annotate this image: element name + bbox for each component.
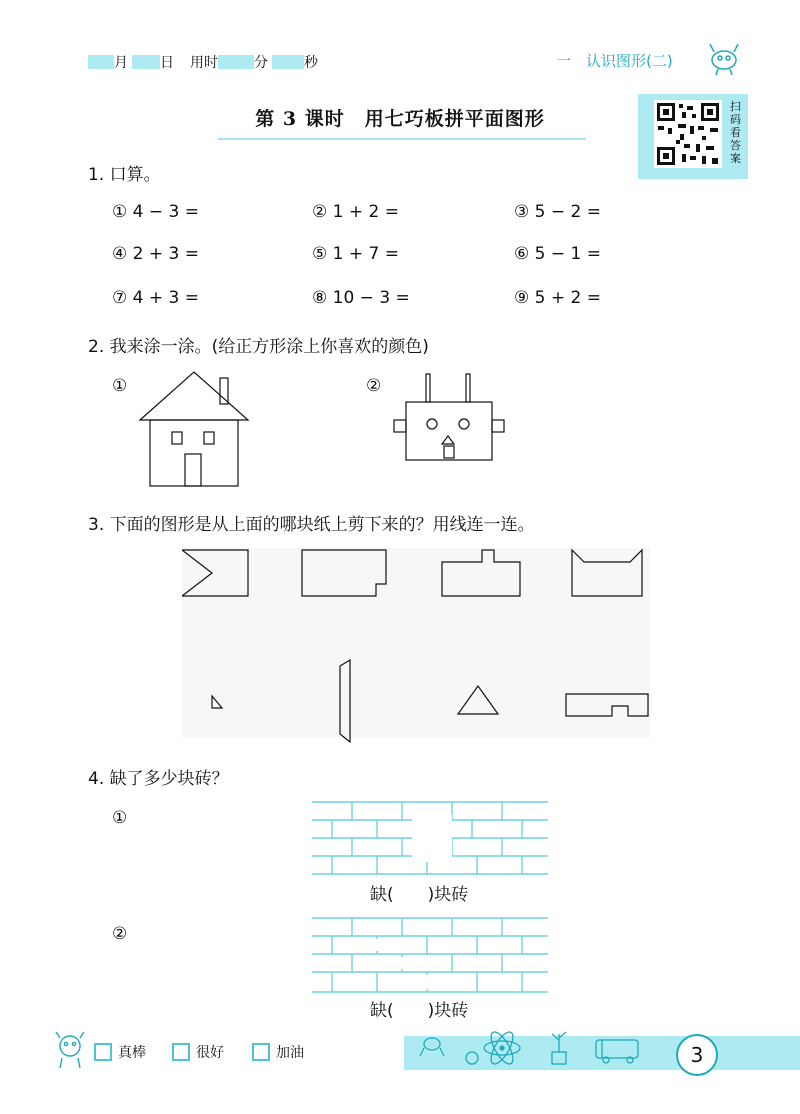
missing-brick-hole <box>386 957 444 969</box>
rating-good-label: 很好 <box>196 1045 224 1061</box>
robot-ear-square <box>492 420 504 432</box>
minutes-label: 分 <box>254 55 268 71</box>
robot-nose-triangle <box>442 436 454 444</box>
notched-strip-piece <box>566 694 648 716</box>
bus-icon <box>596 1040 638 1063</box>
house-wall-square <box>150 420 238 486</box>
q1-item: ⑧ 10 − 3 = <box>312 288 410 308</box>
robot-figure <box>392 370 508 466</box>
q1-item: ② 1 + 2 = <box>312 202 399 222</box>
triangle-piece <box>458 686 498 714</box>
robot-antenna <box>466 374 470 402</box>
q4-answer-2[interactable]: 缺( )块砖 <box>370 1001 469 1021</box>
page-number: 3 <box>676 1034 718 1076</box>
rating-good-checkbox[interactable] <box>172 1043 190 1061</box>
q1-item: ⑦ 4 + 3 = <box>112 288 199 308</box>
atom-icon <box>484 1029 520 1067</box>
title-underline <box>218 138 586 140</box>
house-figure <box>138 368 252 488</box>
q1-item: ④ 2 + 3 = <box>112 244 199 264</box>
q1-item: ⑨ 5 + 2 = <box>514 288 601 308</box>
paper-tab-rectangle <box>442 550 520 596</box>
rating-great[interactable] <box>94 1042 146 1062</box>
q2-label-1: ① <box>112 376 128 396</box>
rating-keep-going[interactable] <box>252 1042 304 1062</box>
plant-icon <box>552 1032 566 1064</box>
thin-trapezoid-piece <box>340 660 350 742</box>
q1-item: ⑥ 5 − 1 = <box>514 244 601 264</box>
missing-brick-hole <box>450 939 474 951</box>
missing-brick-hole <box>412 814 452 862</box>
paper-notched-rectangle <box>182 550 248 596</box>
q2-heading: 2. 我来涂一涂。(给正方形涂上你喜欢的颜色) <box>88 337 429 357</box>
q1-item: ③ 5 − 2 = <box>514 202 601 222</box>
rating-keep-going-label: 加油 <box>276 1045 304 1061</box>
rating-great-label: 真棒 <box>118 1045 146 1061</box>
qr-caption: 扫码看答案 <box>730 100 741 165</box>
day-label: 日 <box>160 55 174 71</box>
house-window-square <box>172 432 182 444</box>
robot-eye-circle <box>459 419 469 429</box>
house-window-square <box>204 432 214 444</box>
mascot-icon <box>52 1030 88 1070</box>
paper-cut-corners-rectangle <box>572 550 642 596</box>
q3-shapes <box>182 548 650 748</box>
house-door-rectangle <box>185 454 201 486</box>
house-roof-triangle <box>140 372 248 420</box>
robot-eye-circle <box>427 419 437 429</box>
q4-heading: 4. 缺了多少块砖？ <box>88 769 229 789</box>
missing-brick-hole <box>358 939 382 951</box>
rocket-icon <box>420 1038 444 1056</box>
q3-heading: 3. 下面的图形是从上面的哪块纸上剪下来的？用线连一连。 <box>88 515 535 535</box>
chapter-title: 一 认识图形(二) <box>556 52 673 70</box>
robot-antenna <box>426 374 430 402</box>
time-used-label: 用时 <box>190 55 218 71</box>
mascot-icon <box>704 40 744 76</box>
brick-wall-1 <box>312 800 548 876</box>
robot-mouth-square <box>444 446 454 458</box>
rating-keep-going-checkbox[interactable] <box>252 1043 270 1061</box>
paper-cut-corner-rectangle <box>302 550 386 596</box>
robot-ear-square <box>394 420 406 432</box>
footer-decorations <box>416 1026 666 1070</box>
page-title: 第 3 课时 用七巧板拼平面图形 <box>255 108 545 130</box>
small-triangle-piece <box>212 696 222 708</box>
rating-great-checkbox[interactable] <box>94 1043 112 1061</box>
q4-label-1: ① <box>112 808 128 828</box>
date-time-header <box>88 52 318 72</box>
q4-answer-1[interactable]: 缺( )块砖 <box>370 885 469 905</box>
q4-label-2: ② <box>112 924 128 944</box>
missing-brick-hole <box>408 975 448 989</box>
q1-item: ⑤ 1 + 7 = <box>312 244 399 264</box>
ball-icon <box>466 1052 478 1064</box>
house-chimney <box>220 378 228 404</box>
q1-heading: 1. 口算。 <box>88 165 161 185</box>
qr-code-icon[interactable] <box>654 100 722 168</box>
month-label: 月 <box>114 55 128 71</box>
robot-head-rectangle <box>406 402 492 460</box>
seconds-label: 秒 <box>304 55 318 71</box>
q2-label-2: ② <box>366 376 382 396</box>
qr-panel <box>638 94 748 179</box>
brick-wall-2 <box>312 916 548 994</box>
rating-good[interactable] <box>172 1042 224 1062</box>
q1-item: ① 4 − 3 = <box>112 202 199 222</box>
